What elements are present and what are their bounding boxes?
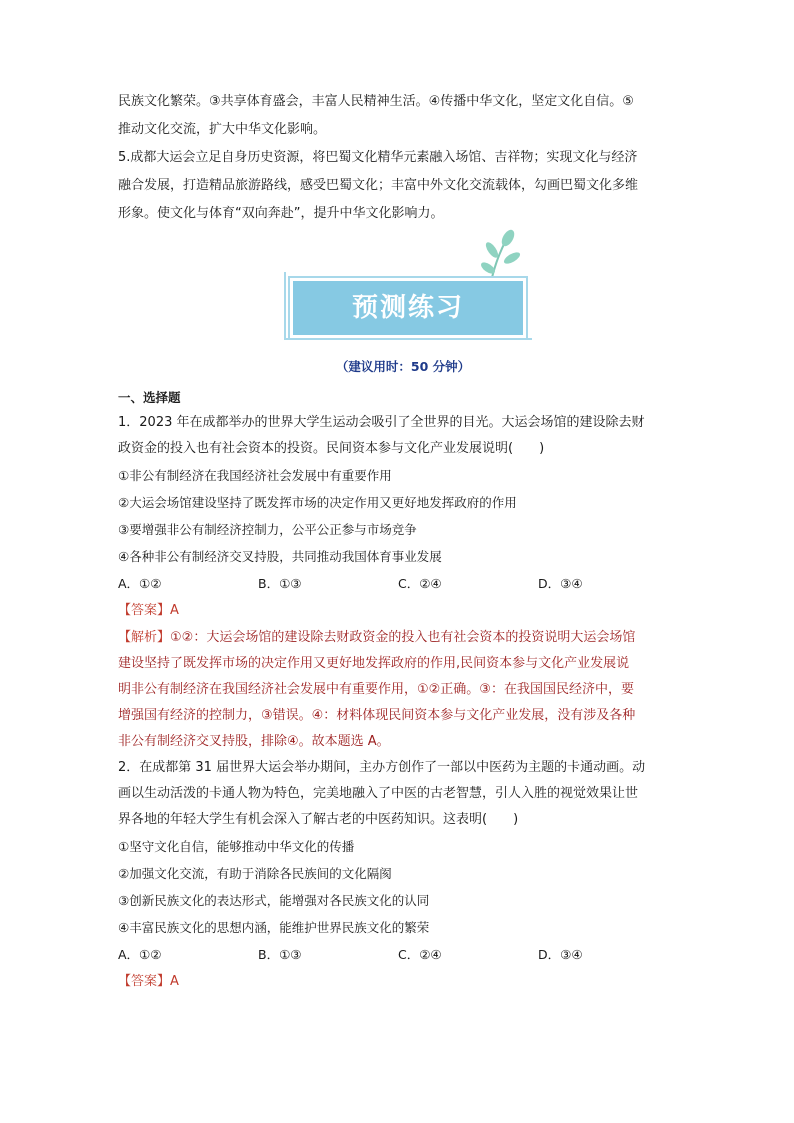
time-hint: （建议用时：50 分钟）	[335, 359, 471, 374]
statement-option: ④各种非公有制经济交叉持股，共同推动我国体育事业发展	[118, 549, 442, 564]
choice-d: D．③④	[538, 576, 583, 591]
statement-option: ②大运会场馆建设坚持了既发挥市场的决定作用又更好地发挥政府的作用	[118, 495, 517, 510]
explanation-line: 建设坚持了既发挥市场的决定作用又更好地发挥政府的作用,民间资本参与文化产业发展说	[118, 656, 630, 671]
answer-line	[118, 597, 688, 625]
section-title: 一、选择题	[118, 390, 181, 405]
content	[118, 88, 688, 996]
answer-choices	[118, 941, 688, 968]
statement-option: ①坚守文化自信，能够推动中华文化的传播	[118, 839, 355, 854]
banner-box	[290, 278, 526, 338]
statement-option: ③要增强非公有制经济控制力，公平公正参与市场竞争	[118, 522, 417, 537]
answer-line	[118, 968, 688, 996]
explanation-line: 明非公有制经济在我国经济社会发展中有重要作用，①②正确。③：在我国国民经济中，要	[118, 682, 634, 697]
choice-b: B．①③	[258, 576, 302, 591]
explanation-text: ①②：大运会场馆的建设除去财政资金的投入也有社会资本的投资说明大运会场馆	[170, 630, 636, 645]
choice-d: D．③④	[538, 947, 583, 962]
explanation-line	[118, 625, 688, 651]
choice-b: B．①③	[258, 947, 302, 962]
statement-option: ②加强文化交流，有助于消除各民族间的文化隔阂	[118, 866, 392, 881]
question-1	[118, 410, 688, 755]
question-stem: 画以生动活泼的卡通人物为特色，完美地融入了中医的古老智慧，引人入胜的视觉效果让世	[118, 786, 639, 801]
choice-a: A．①②	[118, 576, 162, 591]
question-2	[118, 755, 688, 996]
choice-a: A．①②	[118, 947, 162, 962]
answer-value: A	[170, 603, 179, 618]
answer-choices	[118, 570, 688, 597]
banner-title: 预测练习	[351, 293, 464, 323]
explanation-line: 非公有制经济交叉持股，排除④。故本题选 A。	[118, 734, 390, 749]
explanation-line: 增强国有经济的控制力，③错误。④：材料体现民间资本参与文化产业发展，没有涉及各种	[118, 708, 636, 723]
statement-option: ③创新民族文化的表达形式，能增强对各民族文化的认同	[118, 893, 430, 908]
answer-tag: 【答案】	[118, 974, 171, 989]
choice-c: C．②④	[398, 947, 442, 962]
answer-value: A	[170, 974, 179, 989]
question-stem: 政资金的投入也有社会资本的投资。民间资本参与文化产业发展说明( )	[118, 441, 545, 456]
intro-line: 推动文化交流，扩大中华文化影响。	[118, 122, 327, 137]
intro-line: 形象。使文化与体育“双向奔赴”，提升中华文化影响力。	[118, 206, 444, 221]
statement-option: ①非公有制经济在我国经济社会发展中有重要作用	[118, 468, 392, 483]
section-banner	[0, 228, 794, 350]
question-stem: 界各地的年轻大学生有机会深入了解古老的中医药知识。这表明( )	[118, 812, 519, 827]
intro-paragraphs	[118, 88, 688, 228]
intro-line: 民族文化繁荣。③共享体育盛会，丰富人民精神生活。④传播中华文化，坚定文化自信。⑤	[118, 94, 634, 109]
statement-option: ④丰富民族文化的思想内涵，能维护世界民族文化的繁荣	[118, 920, 430, 935]
intro-line: 融合发展，打造精品旅游路线，感受巴蜀文化；丰富中外文化交流载体，勾画巴蜀文化多维	[118, 178, 639, 193]
explanation-tag: 【解析】	[118, 630, 171, 645]
question-stem: 2．在成都第 31 届世界大运会举办期间，主办方创作了一部以中医药为主题的卡通动画。动	[118, 760, 646, 775]
answer-tag: 【答案】	[118, 603, 171, 618]
question-stem: 1．2023 年在成都举办的世界大学生运动会吸引了全世界的目光。大运会场馆的建设除去财	[118, 415, 645, 430]
intro-line: 5.成都大运会立足自身历史资源，将巴蜀文化精华元素融入场馆、吉祥物；实现文化与经济	[118, 150, 638, 165]
choice-c: C．②④	[398, 576, 442, 591]
